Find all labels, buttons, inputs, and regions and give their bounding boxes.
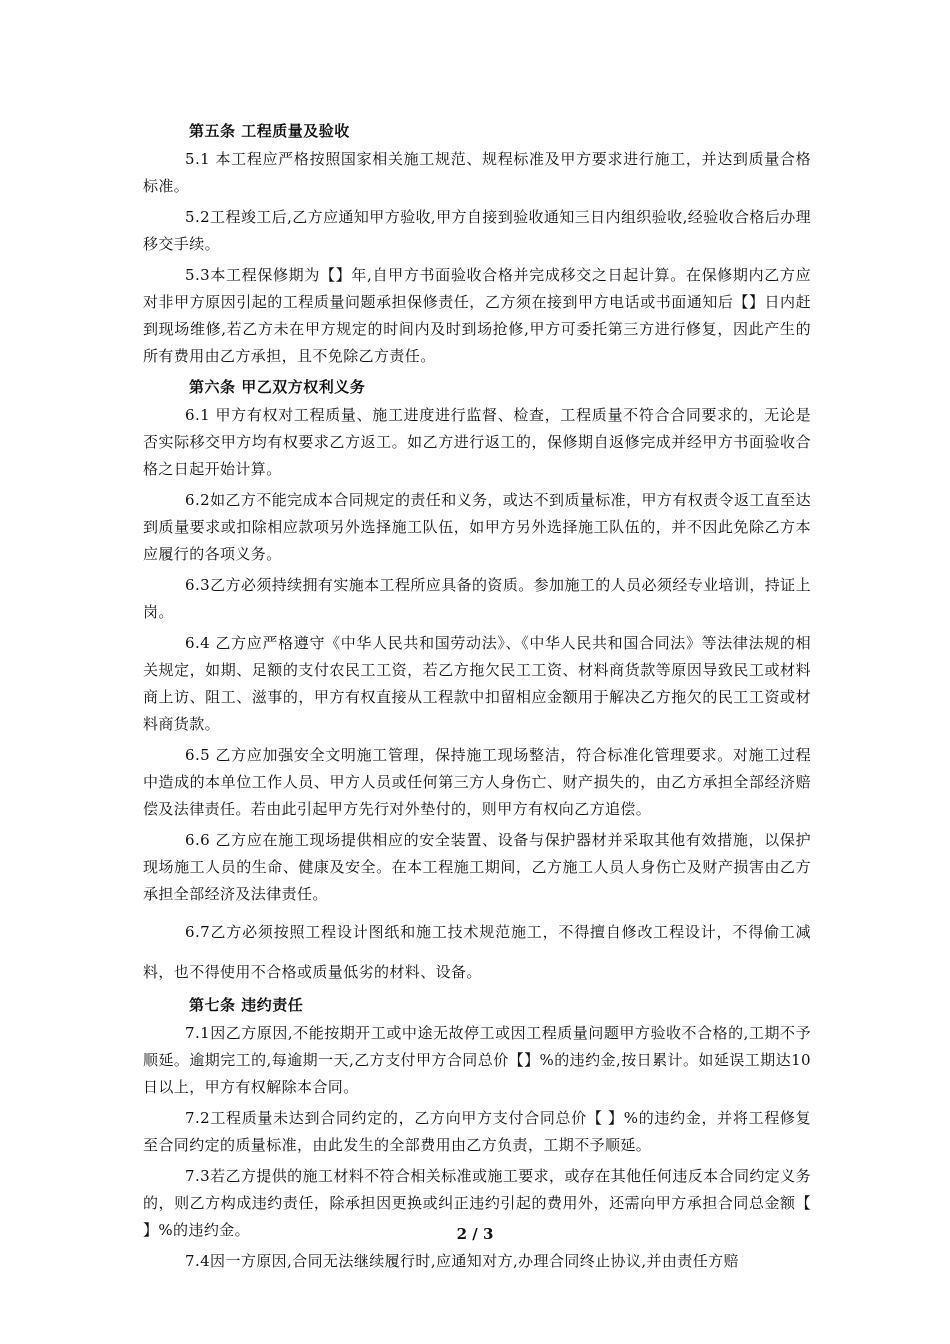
- section-heading-7: 第七条 违约责任: [189, 996, 304, 1014]
- clause-6-5: 6.5 乙方应加强安全文明施工管理，保持施工现场整洁，符合标准化管理要求。对施工过程中造成的本单位工作人员、甲方人员或任何第三方人身伤亡、财产损失的，由乙方承担全部经济赔偿及法律责任。若由此引起甲方先行对外垫付的，则甲方有权向乙方追偿。: [143, 746, 811, 818]
- clause-6-3: 6.3乙方必须持续拥有实施本工程所应具备的资质。参加施工的人员必须经专业培训，持证上岗。: [143, 576, 811, 621]
- clause-6-7: 6.7乙方必须按照工程设计图纸和施工技术规范施工，不得擅自修改工程设计，不得偷工减料，也不得使用不合格或质量低劣的材料、设备。: [143, 923, 811, 981]
- section-heading-5: 第五条 工程质量及验收: [189, 122, 350, 140]
- section-heading-6: 第六条 甲乙双方权利义务: [189, 378, 366, 396]
- document-body: [143, 118, 811, 1279]
- clause-6-4: 6.4 乙方应严格遵守《中华人民共和国劳动法》、《中华人民共和国合同法》等法律法规的相关规定，如期、足额的支付农民工工资，若乙方拖欠民工工资、材料商货款等原因导致民工或材料商上访、阻工、滋事的，甲方有权直接从工程款中扣留相应金额用于解决乙方拖欠的民工工资或材料商货款。: [143, 634, 811, 733]
- clause-6-1: 6.1 甲方有权对工程质量、施工进度进行监督、检查，工程质量不符合合同要求的，无论是否实际移交甲方均有权要求乙方返工。如乙方进行返工的，保修期自返修完成并经甲方书面验收合格之日起开始计算。: [143, 406, 811, 478]
- clause-7-1: 7.1因乙方原因,不能按期开工或中途无故停工或因工程质量问题甲方验收不合格的,工期不予顺延。逾期完工的,每逾期一天,乙方支付甲方合同总价【】%的违约金,按日累计。如延误工期达10日以上，甲方有权解除本合同。: [143, 1024, 811, 1096]
- clause-7-3: 7.3若乙方提供的施工材料不符合相关标准或施工要求，或存在其他任何违反本合同约定义务的，则乙方构成违约责任，除承担因更换或纠正违约引起的费用外，还需向甲方承担合同总金额【 】%的违约金。: [143, 1167, 811, 1239]
- page-number: 2 / 3: [456, 1225, 494, 1243]
- clause-5-1: 5.1 本工程应严格按照国家相关施工规范、规程标准及甲方要求进行施工，并达到质量合格标准。: [143, 150, 811, 195]
- clause-5-2: 5.2工程竣工后,乙方应通知甲方验收,甲方自接到验收通知三日内组织验收,经验收合格后办理移交手续。: [143, 208, 811, 253]
- clause-7-2: 7.2工程质量未达到合同约定的，乙方向甲方支付合同总价【 】%的违约金，并将工程修复至合同约定的质量标准，由此发生的全部费用由乙方负责，工期不予顺延。: [143, 1109, 811, 1154]
- clause-7-4: 7.4因一方原因,合同无法继续履行时,应通知对方,办理合同终止协议,并由责任方赔: [185, 1252, 739, 1270]
- clause-6-2: 6.2如乙方不能完成本合同规定的责任和义务，或达不到质量标准，甲方有权责令返工直至达到质量要求或扣除相应款项另外选择施工队伍，如甲方另外选择施工队伍的，并不因此免除乙方本应履行的各项义务。: [143, 491, 811, 563]
- clause-6-6: 6.6 乙方应在施工现场提供相应的安全装置、设备与保护器材并采取其他有效措施，以保护现场施工人员的生命、健康及安全。在本工程施工期间，乙方施工人员人身伤亡及财产损害由乙方承担全部经济及法律责任。: [143, 831, 811, 903]
- clause-5-3: 5.3本工程保修期为【】年,自甲方书面验收合格并完成移交之日起计算。在保修期内乙方应对非甲方原因引起的工程质量问题承担保修责任，乙方须在接到甲方电话或书面通知后【】日内赶到现场维修,若乙方未在甲方规定的时间内及时到场抢修,甲方可委托第三方进行修复，因此产生的所有费用由乙方承担，且不免除乙方责任。: [143, 266, 811, 365]
